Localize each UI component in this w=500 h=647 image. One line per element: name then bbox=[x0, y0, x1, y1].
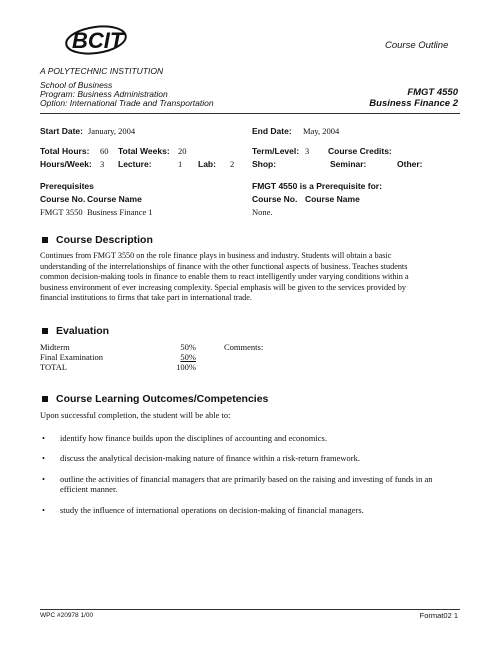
total-hours-label: Total Hours: bbox=[40, 146, 90, 156]
outcome-item: identify how finance builds upon the disciplines of accounting and economics. bbox=[60, 433, 327, 443]
lecture-label: Lecture: bbox=[118, 159, 152, 169]
outcome-item-continued: efficient manner. bbox=[60, 484, 118, 494]
seminar-label: Seminar: bbox=[330, 159, 367, 169]
prereq-for-heading: FMGT 4550 is a Prerequisite for: bbox=[252, 181, 382, 191]
course-code: FMGT 4550 bbox=[407, 87, 458, 98]
bullet-dot-icon: • bbox=[42, 474, 45, 484]
comments-label: Comments: bbox=[224, 342, 264, 352]
section-bullet-icon bbox=[42, 237, 48, 243]
start-date-value: January, 2004 bbox=[88, 126, 136, 136]
prereq-course-name: Business Finance 1 bbox=[87, 207, 153, 217]
svg-text:BCIT: BCIT bbox=[72, 28, 124, 53]
description-line: business environment of ever increasing complexity. Special emphasis will be given to the services provided by bbox=[40, 282, 406, 292]
eval-row-value: 100% bbox=[176, 362, 196, 372]
description-line: common decision-making tools in finance to enable them to react intelligently under varying conditions within a bbox=[40, 272, 409, 282]
header-divider bbox=[40, 113, 460, 114]
start-date-label: Start Date: bbox=[40, 126, 83, 136]
outcome-item: outline the activities of financial managers that are primarily based on the raising and investing of funds in an bbox=[60, 474, 433, 484]
shop-label: Shop: bbox=[252, 159, 277, 169]
eval-row-label: Midterm bbox=[40, 342, 70, 352]
footer-right: Format02 1 bbox=[419, 611, 458, 620]
term-level-label: Term/Level: bbox=[252, 146, 300, 156]
course-outline-label: Course Outline bbox=[385, 40, 449, 51]
lab-label: Lab: bbox=[198, 159, 216, 169]
hours-week-label: Hours/Week: bbox=[40, 159, 92, 169]
eval-row-value: 50% bbox=[180, 342, 196, 352]
total-hours-value: 60 bbox=[100, 146, 109, 156]
bullet-dot-icon: • bbox=[42, 433, 45, 443]
description-line: Continues from FMGT 3550 on the role finance plays in business and industry. Students will obtain a basic bbox=[40, 251, 392, 260]
outcomes-heading: Course Learning Outcomes/Competencies bbox=[56, 393, 269, 405]
outcomes-intro: Upon successful completion, the student will be able to: bbox=[40, 410, 231, 420]
prereq-course-no: FMGT 3550 bbox=[40, 207, 83, 217]
course-title: Business Finance 2 bbox=[369, 98, 458, 109]
bcit-logo bbox=[62, 22, 134, 62]
footer-left: WPC #20978 1/00 bbox=[40, 612, 94, 619]
program-name: Program: Business Administration bbox=[40, 89, 168, 99]
description-heading: Course Description bbox=[56, 234, 153, 246]
outcome-item: study the influence of international operations on decision-making of financial managers. bbox=[60, 505, 364, 515]
prereq-for-course-name-header: Course Name bbox=[305, 194, 360, 204]
description-line: understanding of the interrelationships of finance with the other functional aspects of business. Teaches students bbox=[40, 261, 408, 271]
term-level-value: 3 bbox=[305, 146, 310, 156]
total-weeks-label: Total Weeks: bbox=[118, 146, 170, 156]
bullet-dot-icon: • bbox=[42, 505, 45, 515]
eval-row-value: 50% bbox=[180, 352, 196, 362]
school-name: School of Business bbox=[40, 80, 113, 90]
prereq-for-value: None. bbox=[252, 207, 273, 217]
prereq-course-no-header: Course No. bbox=[40, 194, 86, 204]
end-date-label: End Date: bbox=[252, 126, 292, 136]
other-label: Other: bbox=[397, 159, 423, 169]
description-line: financial institutions to firms that take part in international trade. bbox=[40, 293, 252, 303]
hours-week-value: 3 bbox=[100, 159, 105, 169]
section-bullet-icon bbox=[42, 328, 48, 334]
course-credits-label: Course Credits: bbox=[328, 146, 392, 156]
footer-divider bbox=[40, 609, 460, 610]
evaluation-heading: Evaluation bbox=[56, 325, 110, 337]
end-date-value: May, 2004 bbox=[303, 126, 340, 136]
description-body bbox=[40, 251, 470, 304]
prereq-for-course-no-header: Course No. bbox=[252, 194, 298, 204]
prereq-course-name-header: Course Name bbox=[87, 194, 142, 204]
eval-row-label: Final Examination bbox=[40, 352, 104, 362]
outcome-item: discuss the analytical decision-making nature of finance within a risk-return framework. bbox=[60, 453, 360, 463]
prerequisites-heading: Prerequisites bbox=[40, 181, 94, 191]
eval-row-label: TOTAL bbox=[40, 362, 68, 372]
lecture-value: 1 bbox=[178, 159, 183, 169]
lab-value: 2 bbox=[230, 159, 235, 169]
polytechnic-tagline: A POLYTECHNIC INSTITUTION bbox=[40, 66, 164, 76]
section-bullet-icon bbox=[42, 396, 48, 402]
option-name: Option: International Trade and Transportation bbox=[40, 98, 214, 108]
total-weeks-value: 20 bbox=[178, 146, 187, 156]
bullet-dot-icon: • bbox=[42, 453, 45, 463]
